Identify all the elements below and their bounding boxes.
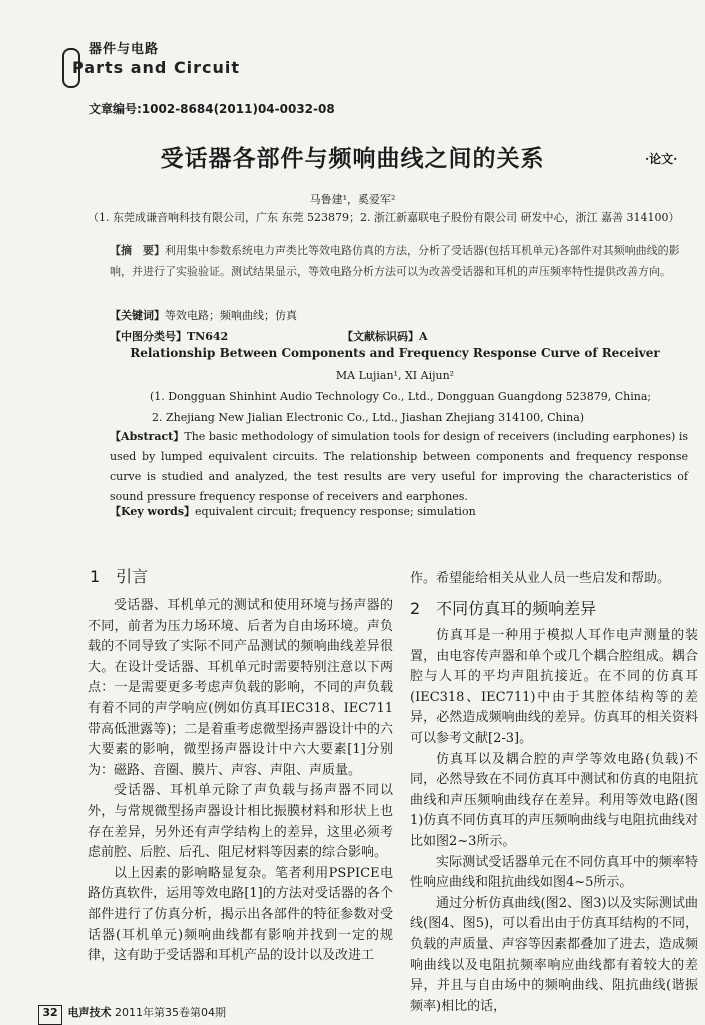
journal-name: 电声技术 — [67, 1006, 112, 1019]
section-1-body — [88, 596, 393, 967]
authors-en: MA Lujian¹, XI Aijun² — [335, 369, 455, 382]
abstract-cn-text: 利用集中参数系统电力声类比等效电路仿真的方法，分析了受话器(包括耳机单元)各部件对其频响曲线的影响，并进行了实验验证。测试结果显示，等效电路分析方法可以为改善受话器和耳机的声压频率特性提供改善方向。 — [110, 244, 680, 278]
abstract-en-text: The basic methodology of simulation tools for design of receivers (including earphones) is used by lumped equivalent circuits. The relationship between components and frequency response curve is studied and analyzed, the test results are very useful for improving the characteristics of sound pressure frequency response of receivers and earphones. — [110, 430, 689, 503]
right-column-continuation: 作。希望能给相关从业人员一些启发和帮助。 — [410, 571, 671, 586]
paper-title: 受话器各部件与频响曲线之间的关系 — [160, 145, 545, 172]
abstract-cn — [110, 240, 685, 282]
section-2-paragraph: 仿真耳是一种用于模拟人耳作电声测量的装置，由电容传声器和单个或几个耦合腔组成。耦合腔与人耳的平均声阻抗接近。在不同的仿真耳(IEC318、IEC711)中由于其腔体结构等的差异，必然造成频响曲线的差异。仿真耳的相关资料可以参考文献[2-3]。 — [410, 628, 698, 746]
section-1-heading: 1 引言 — [90, 567, 149, 586]
abstract-en — [110, 427, 688, 507]
page-footer — [38, 1004, 226, 1025]
keywords-cn-label: 【关键词】 — [110, 309, 165, 322]
affiliation-en-1: (1. Dongguan Shinhint Audio Technology Co., Ltd., Dongguan Guangdong 523879, China; — [150, 390, 652, 403]
keywords-en — [110, 503, 685, 519]
section-2-paragraph: 实际测试受话器单元在不同仿真耳中的频率特性响应曲线和阻抗曲线如图4~5所示。 — [410, 854, 698, 891]
affiliation-en-2: 2. Zhejiang New Jialian Electronic Co., Ltd., Jiashan Zhejiang 314100, China) — [152, 411, 585, 424]
journal-issue: 2011年第35卷第04期 — [115, 1006, 226, 1019]
keywords-en-text: equivalent circuit; frequency response; simulation — [195, 505, 476, 518]
page-number: 32 — [38, 1005, 62, 1025]
authors-cn: 马鲁建¹，奚爱军² — [309, 193, 396, 206]
section-2-heading: 2 不同仿真耳的频响差异 — [410, 599, 597, 618]
affiliations-en — [150, 386, 705, 428]
keywords-en-label: 【Key words】 — [110, 505, 196, 518]
paper-title-en: Relationship Between Components and Frequency Response Curve of Receiver — [130, 346, 660, 360]
section-2-paragraph: 通过分析仿真曲线(图2、图3)以及实际测试曲线(图4、图5)，可以看出由于仿真耳结构的不同，负载的声质量、声容等因素都叠加了进去，造成频响曲线以及电阻抗频率响应曲线都有着较大的差异，并且与自由场中的频响曲线、阻抗曲线(谐振频率)相比的话， — [410, 895, 698, 1014]
section-1-paragraph: 受话器、耳机单元除了声负载与扬声器不同以外，与常规微型扬声器设计相比振膜材料和形状上也存在差异，另外还有声学结构上的差异，这里必须考虑前腔、后腔、后孔、阻尼材料等因素的综合影响。 — [88, 783, 393, 861]
clc-number: 【中图分类号】TN642 — [110, 330, 229, 343]
keywords-cn-text: 等效电路；频响曲线；仿真 — [165, 309, 297, 322]
article-number: 文章编号:1002-8684(2011)04-0032-08 — [89, 102, 335, 116]
section-1-paragraph: 以上因素的影响略显复杂。笔者利用PSPICE电路仿真软件，运用等效电路[1]的方法对受话器的各个部件进行了仿真分析，揭示出各部件的特征参数对受话器(耳机单元)频响曲线都有影响并找到一定的规律，这有助于受话器和耳机产品的设计以及改进工 — [88, 865, 393, 964]
affiliations-cn: （1. 东莞成谦音响科技有限公司，广东 东莞 523879；2. 浙江新嘉联电子股份有限公司 研发中心，浙江 嘉善 314100） — [88, 211, 680, 224]
section-1-paragraph: 受话器、耳机单元的测试和使用环境与扬声器的不同，前者为压力场环境、后者为自由场环境。声负载的不同导致了实际不同产品测试的频响曲线差异很大。在设计受话器、耳机单元时需要特别注意以下两点：一是需要更多考虑声负载的影响，不同的声负载有着不同的声学响应(例如仿真耳IEC318、IEC711带高低泄露等)；二是着重考虑微型扬声器设计中的六大要素的影响，微型扬声器设计中六大要素[1]分别为：磁路、音圈、膜片、声容、声阻、声质量。 — [88, 598, 393, 778]
section-2-body — [410, 626, 698, 1017]
section-header-en: Parts and Circuit — [72, 58, 241, 77]
paper-type-tag: ·论文· — [645, 152, 678, 166]
section-2-paragraph: 仿真耳以及耦合腔的声学等效电路(负载)不同，必然导致在不同仿真耳中测试和仿真的电阻抗曲线和声压频响曲线存在差异。利用等效电路(图1)仿真不同仿真耳的声压频响曲线与电阻抗曲线对比如图2~3所示。 — [410, 751, 698, 849]
abstract-cn-label: 【摘 要】 — [110, 244, 165, 257]
section-header-cn: 器件与电路 — [89, 42, 160, 57]
abstract-en-label: 【Abstract】 — [110, 430, 185, 443]
document-code: 【文献标识码】A — [342, 330, 428, 343]
keywords-cn — [110, 307, 685, 323]
